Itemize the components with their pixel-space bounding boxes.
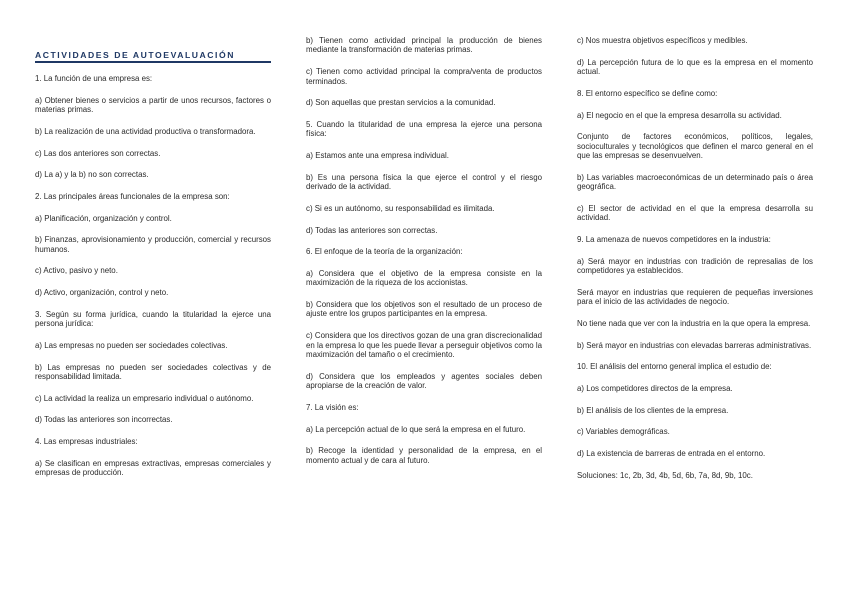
- question-text: a) Los competidores directos de la empresa.: [577, 383, 733, 393]
- question-text: No tiene nada que ver con la industria en la que opera la empresa.: [577, 318, 811, 328]
- question-text: d) La percepción futura de lo que es la empresa en el momento actual.: [577, 57, 813, 77]
- question-text: c) Considera que los directivos gozan de una gran discrecionalidad en la empresa lo que les puede llevar a perseguir objetivos como la maximización del tamaño o el crecimiento.: [306, 331, 542, 359]
- question-text: b) Considera que los objetivos son el resultado de un proceso de ajuste entre los grupos participantes en la empresa.: [306, 300, 542, 319]
- question-text: c) Nos muestra objetivos específicos y medibles.: [577, 36, 748, 45]
- question-text: d) La a) y la b) no son correctas.: [35, 170, 149, 180]
- question-text: a) El negocio en el que la empresa desarrolla su actividad.: [577, 110, 782, 120]
- question-text: 2. Las principales áreas funcionales de la empresa son:: [35, 191, 230, 201]
- question-text: d) La existencia de barreras de entrada en el entorno.: [577, 449, 766, 459]
- question-text: b) Las empresas no pueden ser sociedades colectivas y de responsabilidad limitada.: [35, 362, 271, 382]
- question-text: a) Obtener bienes o servicios a partir de unos recursos, factores o materias primas.: [35, 95, 271, 115]
- question-text: 10. El análisis del entorno general implica el estudio de:: [577, 362, 772, 372]
- question-text: b) El análisis de los clientes de la empresa.: [577, 405, 729, 415]
- question-text: 3. Según su forma jurídica, cuando la titularidad la ejerce una persona jurídica:: [35, 309, 271, 329]
- question-text: a) Estamos ante una empresa individual.: [306, 151, 449, 161]
- question-text: 1. La función de una empresa es:: [35, 74, 153, 83]
- question-text: Conjunto de factores económicos, políticos, legales, socioculturales y tecnológicos que definen el marco general en el que las empresas se desenvuelven.: [577, 132, 813, 161]
- column-3: [577, 36, 813, 493]
- question-text: 6. El enfoque de la teoría de la organización:: [306, 247, 463, 257]
- question-text: b) Finanzas, aprovisionamiento y producción, comercial y recursos humanos.: [35, 235, 271, 254]
- question-text: d) Considera que los empleados y agentes sociales deben apropiarse de la creación de valor.: [306, 371, 542, 391]
- question-text: d) Activo, organización, control y neto.: [35, 288, 169, 298]
- question-text: c) El sector de actividad en el que la empresa desarrolla su actividad.: [577, 203, 813, 223]
- question-text: d) Todas las anteriores son incorrectas.: [35, 415, 173, 425]
- question-text: a) La percepción actual de lo que será la empresa en el futuro.: [306, 424, 526, 434]
- column-1: [35, 50, 271, 490]
- section-heading: ACTIVIDADES DE AUTOEVALUACIÓN: [35, 50, 271, 63]
- question-text: b) Será mayor en industrias con elevadas barreras administrativas.: [577, 340, 812, 350]
- question-text: a) Considera que el objetivo de la empresa consiste en la maximización de la riqueza de los accionistas.: [306, 268, 542, 288]
- question-text: 4. Las empresas industriales:: [35, 437, 138, 447]
- question-text: b) La realización de una actividad productiva o transformadora.: [35, 126, 256, 136]
- question-text: 5. Cuando la titularidad de una empresa la ejerce una persona física:: [306, 119, 542, 139]
- question-text: c) Las dos anteriores son correctas.: [35, 148, 161, 158]
- question-text: a) Será mayor en industrias con tradición de represalias de los competidores ya establecidos.: [577, 256, 813, 276]
- question-text: a) Se clasifican en empresas extractivas, empresas comerciales y empresas de producción.: [35, 458, 271, 478]
- question-text: 7. La visión es:: [306, 402, 359, 412]
- question-text: Será mayor en industrias que requieren de pequeñas inversiones para el inicio de las actividades de negocio.: [577, 287, 813, 307]
- question-text: c) Variables demográficas.: [577, 427, 670, 437]
- question-text: b) Las variables macroeconómicas de un determinado país o área geográfica.: [577, 172, 813, 192]
- question-text: b) Recoge la identidad y personalidad de la empresa, en el momento actual y de cara al futuro.: [306, 446, 542, 465]
- question-text: c) Activo, pasivo y neto.: [35, 266, 118, 276]
- question-text: a) Las empresas no pueden ser sociedades colectivas.: [35, 340, 228, 350]
- question-text: b) Tienen como actividad principal la producción de bienes mediante la transformación de materias primas.: [306, 36, 542, 55]
- question-text: a) Planificación, organización y control.: [35, 213, 172, 223]
- question-text: Soluciones: 1c, 2b, 3d, 4b, 5d, 6b, 7a, 8d, 9b, 10c.: [577, 470, 753, 480]
- question-text: b) Es una persona física la que ejerce el control y el riesgo derivado de la actividad.: [306, 172, 542, 192]
- question-text: c) Tienen como actividad principal la compra/venta de productos terminados.: [306, 67, 542, 86]
- question-text: 9. La amenaza de nuevos competidores en la industria:: [577, 234, 771, 244]
- question-text: d) Todas las anteriores son correctas.: [306, 225, 438, 235]
- question-text: 8. El entorno específico se define como:: [577, 88, 718, 98]
- column-2: [306, 36, 542, 477]
- question-text: d) Son aquellas que prestan servicios a la comunidad.: [306, 98, 496, 108]
- question-text: c) La actividad la realiza un empresario individual o autónomo.: [35, 393, 254, 403]
- question-text: c) Si es un autónomo, su responsabilidad es ilimitada.: [306, 203, 495, 213]
